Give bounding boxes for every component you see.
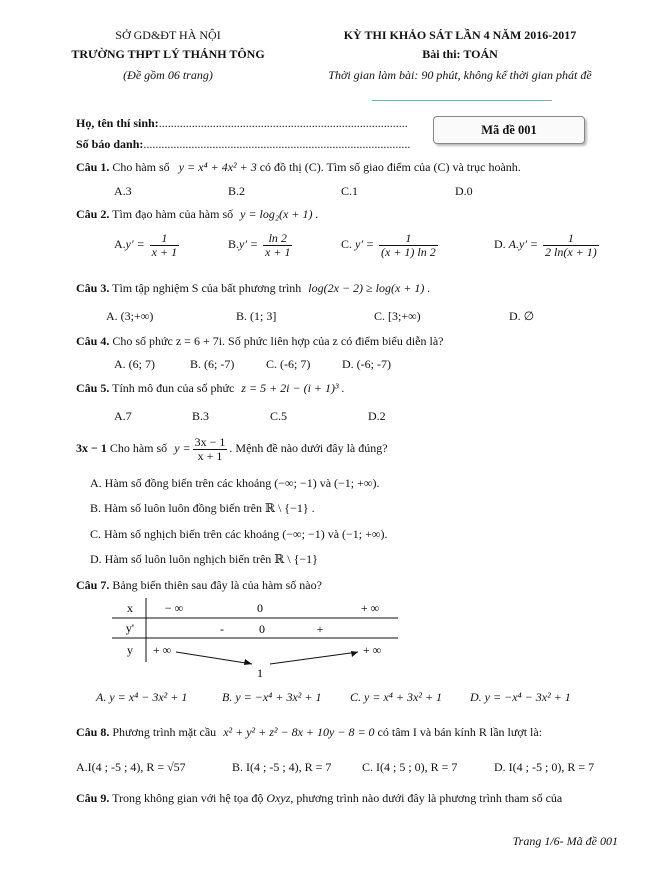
- q5-option-d: D.2: [368, 409, 386, 423]
- name-dots: ...................................................................................: [158, 116, 408, 130]
- q2-option-d: [494, 232, 601, 258]
- q2-c-fraction: [379, 232, 438, 258]
- q4-number: Câu 4.: [76, 334, 110, 348]
- q3-formula: log(2x − 2) ≥ log(x + 1) .: [308, 281, 431, 295]
- school-name: TRƯỜNG THPT LÝ THÁNH TÔNG: [71, 47, 265, 61]
- q5-formula: z = 5 + 2i − (i + 1)³ .: [241, 381, 345, 395]
- q2-d-fraction: [543, 232, 599, 258]
- q1-option-d: D.0: [455, 184, 473, 198]
- exam-code-box: Mã đề 001: [433, 116, 585, 144]
- q2-a-den: x + 1: [151, 244, 178, 259]
- q2-d-label: D.: [494, 236, 506, 251]
- q3-option-a: A. (3;+∞): [106, 309, 154, 323]
- q4-option-b: B. (6; -7): [190, 357, 235, 371]
- q2-option-c: [341, 232, 440, 258]
- vt-yp-val-1: -: [220, 622, 224, 636]
- vt-yp-label: y': [125, 621, 135, 635]
- vt-arrow-up: [270, 652, 358, 664]
- q3-option-b: B. (1; 3]: [236, 309, 277, 323]
- q6-option-a: A. Hàm số đồng biến trên các khoảng (−∞; −1) và (−1; +∞).: [90, 476, 380, 490]
- question-8: [76, 725, 542, 740]
- exam-title: KỲ THI KHẢO SÁT LẦN 4 NĂM 2016-2017: [343, 28, 577, 42]
- q5-option-b: B.3: [192, 409, 210, 423]
- q2-d-lhs: A.y' =: [508, 236, 538, 251]
- question-7: [76, 578, 322, 593]
- q7-number: Câu 7.: [76, 578, 110, 592]
- q2-a-label: A.: [114, 236, 126, 251]
- vt-arrowhead-down: [244, 659, 252, 665]
- q7-text: Bảng biến thiên sau đây là của hàm số nào?: [112, 578, 322, 592]
- pages-note: (Đề gồm 06 trang): [123, 68, 213, 82]
- q2-b-lhs: y' =: [239, 236, 259, 251]
- q7-option-a: A. y = x⁴ − 3x² + 1: [96, 690, 188, 704]
- q8-option-c: C. I(4 ; 5 ; 0), R = 7: [362, 760, 458, 774]
- q4-option-c: C. (-6; 7): [266, 357, 311, 371]
- q6-option-c: C. Hàm số nghịch biến trên các khoảng (−∞; −1) và (−1; +∞).: [90, 527, 388, 541]
- page-footer: Trang 1/6- Mã đề 001: [512, 834, 618, 848]
- q2-c-den: (x + 1) ln 2: [381, 244, 436, 259]
- q6-lhs: y =: [174, 440, 191, 455]
- q4-text: Cho số phức z = 6 + 7i. Số phức liên hợp của z có điểm biểu diễn là?: [112, 334, 444, 348]
- q2-b-num: ln 2: [263, 232, 292, 246]
- q2-a-num: 1: [150, 232, 179, 246]
- q8-option-a: A.I(4 ; -5 ; 4), R = √57: [76, 760, 186, 774]
- dept-name: SỞ GD&ĐT HÀ NỘI: [115, 28, 221, 42]
- id-label: Số báo danh:: [76, 137, 144, 151]
- variation-table: [110, 596, 410, 686]
- q3-option-c: C. [3;+∞): [374, 309, 421, 323]
- q2-formula: y = log₂(x + 1) .: [240, 207, 319, 221]
- q2-option-b: [228, 232, 294, 258]
- question-9: [76, 791, 562, 806]
- q9-oxyz: Oxyz: [266, 791, 291, 805]
- q6-text-b: . Mệnh đề nào dưới đây là đúng?: [229, 440, 388, 455]
- q1-formula: y = x⁴ + 4x² + 3: [178, 160, 257, 174]
- q6-option-d: D. Hàm số luôn luôn nghịch biến trên ℝ \ {−1}: [90, 552, 318, 566]
- vt-arrowhead-up: [351, 651, 358, 657]
- q8-number: Câu 8.: [76, 725, 110, 739]
- q2-c-num: 1: [379, 232, 438, 246]
- vt-x-val-2: 0: [257, 601, 263, 615]
- id-dots: .........................................................................................: [143, 137, 411, 151]
- vt-y-val-2: 1: [257, 666, 263, 680]
- q8-text-b: có tâm I và bán kính R lần lượt là:: [377, 725, 543, 739]
- q1-number: Câu 1.: [76, 160, 110, 174]
- q1-text: Cho hàm số: [112, 160, 170, 174]
- name-label: Họ, tên thí sinh:: [76, 116, 159, 130]
- header-rule: [372, 100, 552, 101]
- q2-c-label: C.: [341, 236, 353, 251]
- vt-y-val-1: + ∞: [152, 643, 172, 657]
- question-4: [76, 334, 444, 349]
- q2-text: Tìm đạo hàm của hàm số: [112, 207, 234, 221]
- subject-title: Bài thi: TOÁN: [422, 47, 498, 61]
- q2-b-fraction: [263, 232, 292, 258]
- q1-text-b: có đồ thị (C). Tìm số giao điểm của (C) và trục hoành.: [259, 160, 521, 174]
- candidate-name-line: [76, 116, 408, 131]
- q1-option-a: A.3: [114, 184, 132, 198]
- q5-text: Tính mô đun của số phức: [112, 381, 235, 395]
- q5-number: Câu 5.: [76, 381, 110, 395]
- q3-number: Câu 3.: [76, 281, 110, 295]
- q7-option-d: D. y = −x⁴ − 3x² + 1: [470, 690, 571, 704]
- vt-y-label: y: [127, 643, 133, 657]
- q2-a-lhs: y' =: [125, 236, 145, 251]
- q8-option-b: B. I(4 ; -5 ; 4), R = 7: [232, 760, 332, 774]
- candidate-id-line: [76, 137, 410, 152]
- vt-yp-val-3: +: [316, 622, 324, 636]
- vt-yp-val-2: 0: [259, 622, 265, 636]
- time-note: Thời gian làm bài: 90 phút, không kể thời gian phát đề: [328, 68, 592, 82]
- vt-x-label: x: [127, 601, 133, 615]
- q9-text-b: , phương trình nào dưới đây là phương trình tham số của: [290, 791, 563, 805]
- q6-option-b: B. Hàm số luôn luôn đồng biến trên ℝ \ {−1} .: [90, 501, 315, 515]
- q6-text: Cho hàm số: [109, 440, 168, 455]
- vt-arrow-down: [176, 652, 252, 664]
- q7-option-c: C. y = x⁴ + 3x² + 1: [350, 690, 443, 704]
- q8-formula: x² + y² + z² − 8x + 10y − 8 = 0: [223, 725, 375, 739]
- question-5: [76, 381, 345, 396]
- q9-text: Trong không gian với hệ tọa độ: [112, 791, 264, 805]
- q2-option-a: [114, 232, 181, 258]
- q9-number: Câu 9.: [76, 791, 110, 805]
- q2-a-fraction: [150, 232, 179, 258]
- q2-c-lhs: y' =: [355, 236, 375, 251]
- q1-option-b: B.2: [228, 184, 246, 198]
- q2-d-num: 1: [543, 232, 599, 246]
- q6-num: 3x − 1: [194, 435, 226, 449]
- q2-number: Câu 2.: [76, 207, 110, 221]
- q2-b-den: x + 1: [265, 244, 291, 259]
- q1-option-c: C.1: [341, 184, 359, 198]
- q5-option-a: A.7: [114, 409, 132, 423]
- question-2: [76, 207, 318, 222]
- q7-option-b: B. y = −x⁴ + 3x² + 1: [222, 690, 322, 704]
- vt-x-val-1: − ∞: [164, 601, 184, 615]
- q3-option-d: D. ∅: [509, 309, 535, 323]
- question-3: [76, 281, 430, 296]
- q5-option-c: C.5: [270, 409, 288, 423]
- q6-number: 3x − 1: [76, 440, 107, 455]
- q3-text: Tìm tập nghiệm S của bất phương trình: [112, 281, 302, 295]
- q8-option-d: D. I(4 ; -5 ; 0), R = 7: [494, 760, 595, 774]
- q4-option-a: A. (6; 7): [114, 357, 155, 371]
- q6-fraction: [193, 436, 228, 462]
- q8-text: Phương trình mặt cầu: [112, 725, 217, 739]
- question-1: [76, 160, 521, 175]
- vt-y-val-3: + ∞: [362, 643, 382, 657]
- q6-den: x + 1: [197, 448, 223, 463]
- question-6: [76, 436, 388, 462]
- q2-b-label: B.: [228, 236, 240, 251]
- q4-option-d: D. (-6; -7): [342, 357, 391, 371]
- q2-d-den: 2 ln(x + 1): [545, 244, 597, 259]
- vt-x-val-3: + ∞: [360, 601, 380, 615]
